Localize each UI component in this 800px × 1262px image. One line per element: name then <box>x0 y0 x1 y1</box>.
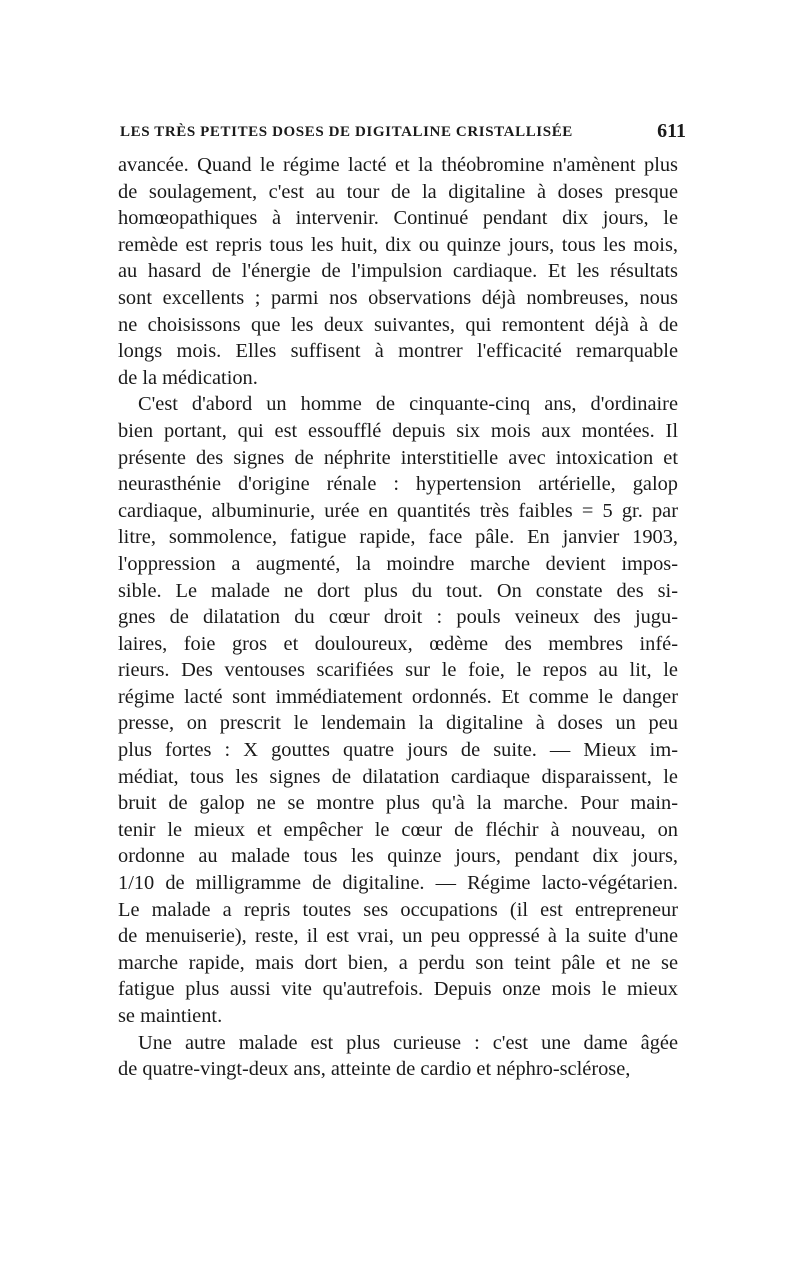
text-line: bruit de galop ne se montre plus qu'à la marche. Pour main- <box>118 792 678 815</box>
text-line: laires, foie gros et douloureux, œdème des membres infé- <box>118 632 678 655</box>
text-line: marche rapide, mais dort bien, a perdu son teint pâle et ne se <box>118 951 678 974</box>
text-line: présente des signes de néphrite interstitielle avec intoxication et <box>118 446 678 469</box>
text-line: de menuiserie), reste, il est vrai, un peu oppressé à la suite d'une <box>118 925 678 948</box>
text-line: neurasthénie d'origine rénale : hypertension artérielle, galop <box>118 473 678 496</box>
text-line: Une autre malade est plus curieuse : c'est une dame âgée <box>138 1031 678 1054</box>
running-head <box>118 118 686 150</box>
text-line: gnes de dilatation du cœur droit : pouls veineux des jugu- <box>118 606 678 629</box>
text-line: ne choisissons que les deux suivantes, qui remontent déjà à de <box>118 313 678 336</box>
running-title: LES TRÈS PETITES DOSES DE DIGITALINE CRISTALLISÉE <box>120 124 573 140</box>
book-page <box>118 118 686 1083</box>
text-line: rieurs. Des ventouses scarifiées sur le foie, le repos au lit, le <box>118 659 678 682</box>
text-line: ordonne au malade tous les quinze jours, pendant dix jours, <box>118 845 678 868</box>
text-line: sible. Le malade ne dort plus du tout. On constate des si- <box>118 579 678 602</box>
text-line: se maintient. <box>118 1005 223 1027</box>
text-line: presse, on prescrit le lendemain la digitaline à doses un peu <box>118 712 678 735</box>
text-line: de quatre-vingt-deux ans, atteinte de cardio et néphro-sclérose, <box>118 1058 631 1081</box>
text-line: Le malade a repris toutes ses occupations (il est entrepreneur <box>118 898 678 921</box>
body-text <box>118 152 678 1083</box>
page-number: 611 <box>657 120 686 142</box>
text-line: l'oppression a augmenté, la moindre marche devient impos- <box>118 552 678 575</box>
text-line: bien portant, qui est essoufflé depuis six mois aux montées. Il <box>118 419 678 442</box>
text-line: avancée. Quand le régime lacté et la théobromine n'amènent plus <box>118 154 678 176</box>
text-line: médiat, tous les signes de dilatation cardiaque disparaissent, le <box>118 765 678 788</box>
text-line: remède est repris tous les huit, dix ou quinze jours, tous les mois, <box>118 233 678 256</box>
text-line: régime lacté sont immédiatement ordonnés. Et comme le danger <box>118 685 678 708</box>
text-line: 1/10 de milligramme de digitaline. — Régime lacto-végétarien. <box>118 872 678 895</box>
text-line: cardiaque, albuminurie, urée en quantités très faibles = 5 gr. par <box>118 499 678 522</box>
text-line: longs mois. Elles suffisent à montrer l'efficacité remarquable <box>118 340 678 363</box>
text-line: tenir le mieux et empêcher le cœur de fléchir à nouveau, on <box>118 818 678 841</box>
text-line: fatigue plus aussi vite qu'autrefois. Depuis onze mois le mieux <box>118 978 678 1001</box>
text-line: litre, sommolence, fatigue rapide, face pâle. En janvier 1903, <box>118 526 678 549</box>
text-line: sont excellents ; parmi nos observations déjà nombreuses, nous <box>118 286 678 309</box>
paragraph <box>118 1030 678 1083</box>
text-line: homœopathiques à intervenir. Continué pendant dix jours, le <box>118 207 678 230</box>
paragraph <box>118 152 678 391</box>
text-line: plus fortes : X gouttes quatre jours de suite. — Mieux im- <box>118 739 678 762</box>
paragraph <box>118 391 678 1029</box>
text-line: C'est d'abord un homme de cinquante-cinq ans, d'ordinaire <box>138 393 678 416</box>
text-line: au hasard de l'énergie de l'impulsion cardiaque. Et les résultats <box>118 260 678 283</box>
text-line: de soulagement, c'est au tour de la digitaline à doses presque <box>118 180 678 203</box>
text-line: de la médication. <box>118 366 258 389</box>
